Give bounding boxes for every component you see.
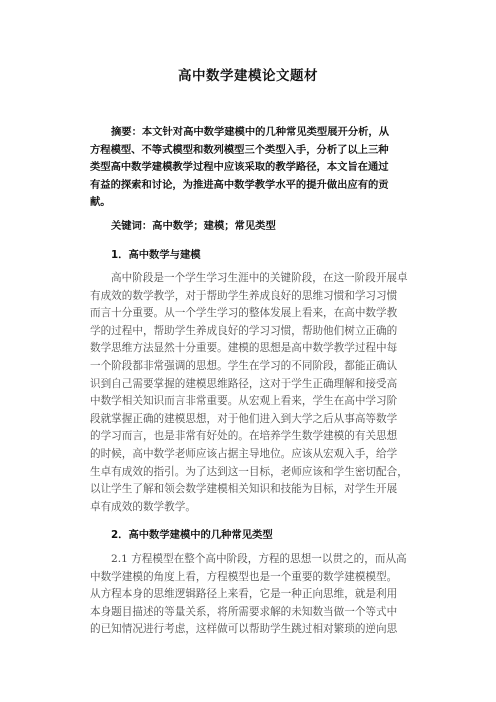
section-1-paragraph bbox=[90, 270, 408, 516]
paragraph-line: 从方程本身的思维逻辑路径上来看，它是一种正向思维，就是利用 bbox=[90, 588, 398, 601]
paragraph-line: 的时候，高中数学老师应该占据主导地位。应该从宏观入手，给学 bbox=[90, 447, 398, 460]
paragraph-line: 高中阶段是一个学生学习生涯中的关键阶段，在这一阶段开展卓 bbox=[111, 272, 408, 284]
section-1-heading-block bbox=[90, 247, 408, 265]
paragraph-line: 生卓有成效的指引。为了达到这一目标，老师应该和学生密切配合， bbox=[90, 465, 408, 478]
paragraph-line: 数学思维方法显然十分重要。建模的思想是高中数学教学过程中每 bbox=[90, 342, 398, 355]
paragraph-line: 中数学相关知识而言非常重要。从宏观上看来，学生在高中学习阶 bbox=[90, 395, 398, 408]
abstract-block bbox=[90, 124, 408, 212]
abstract-line: 摘要：本文针对高中数学建模中的几种常见类型展开分析，从 bbox=[111, 126, 390, 138]
paragraph-line: 2.1 方程模型在整个高中阶段，方程的思想一以贯之的，而从高 bbox=[111, 553, 407, 565]
paragraph-line: 本身题目描述的等量关系，将所需要求解的未知数当做一个等式中 bbox=[90, 605, 398, 618]
section-heading: 1．高中数学与建模 bbox=[111, 249, 201, 261]
paragraph-line: 有成效的数学教学，对于帮助学生养成良好的思维习惯和学习习惯 bbox=[90, 289, 398, 302]
keywords-block bbox=[90, 218, 408, 236]
paragraph-line: 中数学建模的角度上看，方程模型也是一个重要的数学建模模型。 bbox=[90, 570, 398, 583]
abstract-line: 有益的探索和讨论，为推进高中数学教学水平的提升做出应有的贡 bbox=[90, 178, 389, 191]
paragraph-line: 学的过程中，帮助学生养成良好的学习习惯，帮助他们树立正确的 bbox=[90, 324, 398, 337]
paragraph-line: 的已知情况进行考虑，这样做可以帮助学生跳过相对繁琐的逆向思 bbox=[90, 623, 398, 636]
paragraph-line: 一个阶段都非常强调的思想。学生在学习的不同阶段，都能正确认 bbox=[90, 359, 398, 372]
section-2-paragraph bbox=[90, 551, 408, 639]
paragraph-line: 以让学生了解和领会数学建模相关知识和技能为目标，对学生开展 bbox=[90, 483, 398, 496]
abstract-line: 献。 bbox=[90, 196, 111, 209]
paragraph-line: 识到自己需要掌握的建模思维路径，这对于学生正确理解和接受高 bbox=[90, 377, 398, 390]
abstract-line: 方程模型、不等式模型和数列模型三个类型入手，分析了以上三种 bbox=[90, 143, 389, 156]
abstract-line: 类型高中数学建模教学过程中应该采取的教学路径，本文旨在通过 bbox=[90, 161, 389, 174]
paragraph-line: 段就掌握正确的建模思想，对于他们进入到大学之后从事高等数学 bbox=[90, 412, 398, 425]
section-heading: 2．高中数学建模中的几种常见类型 bbox=[111, 529, 273, 541]
document-title: 高中数学建模论文题材 bbox=[178, 68, 318, 84]
paragraph-line: 而言十分重要。从一个学生学习的整体发展上看来，在高中数学教 bbox=[90, 307, 398, 320]
paragraph-line: 的学习而言，也是非常有好处的。在培养学生数学建模的有关思想 bbox=[90, 430, 398, 443]
paragraph-line: 卓有成效的数学教学。 bbox=[90, 500, 196, 513]
section-2-heading-block bbox=[90, 527, 408, 545]
keywords-line: 关键词：高中数学；建模；常见类型 bbox=[111, 220, 276, 232]
